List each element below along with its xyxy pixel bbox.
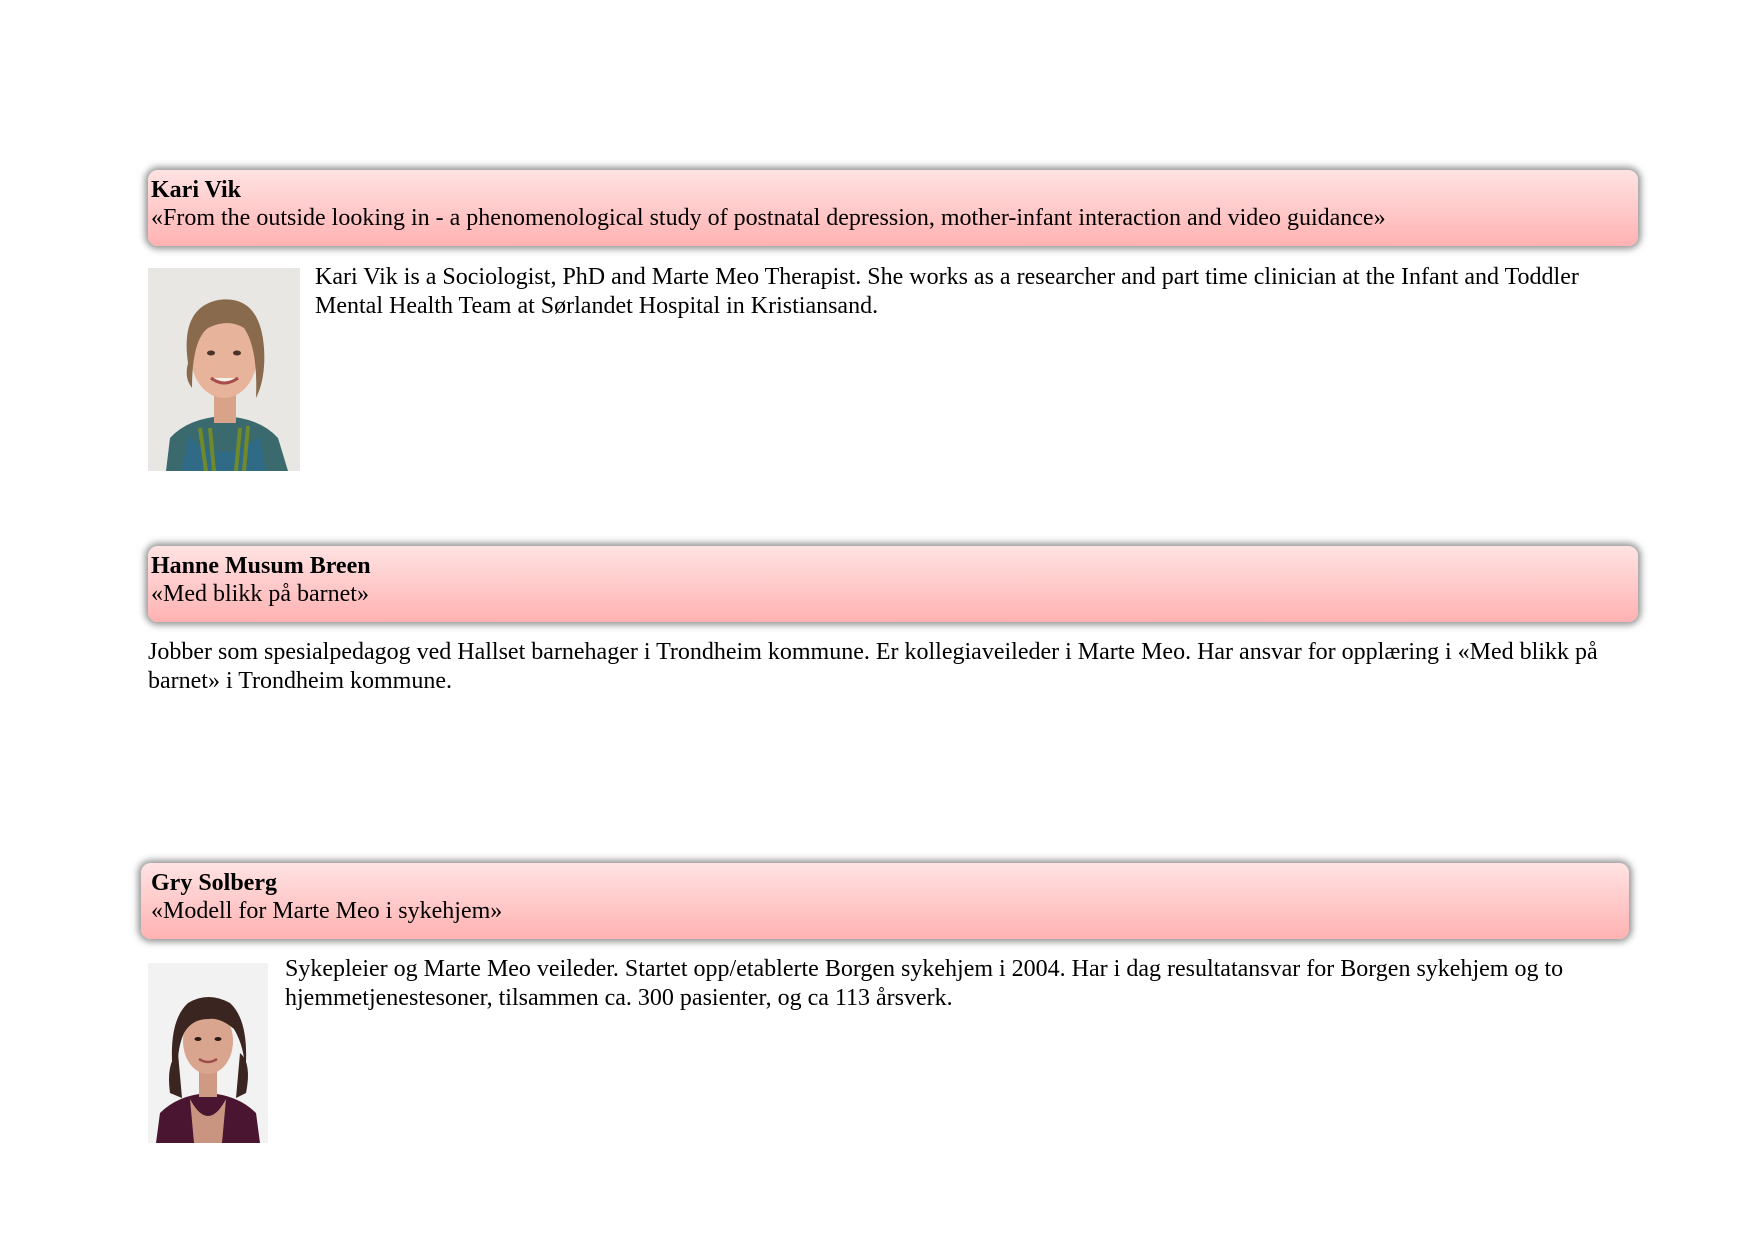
portrait-photo — [148, 963, 268, 1143]
speaker-banner-kari-vik — [148, 170, 1638, 246]
speaker-bio: Kari Vik is a Sociologist, PhD and Marte Meo Therapist. She works as a researcher and part time clinician at the Infant and Toddler Mental Health Team at Sørlandet Hospital in Kristiansand. — [315, 264, 1579, 319]
speaker-name: Hanne Musum Breen — [151, 553, 371, 579]
portrait-photo — [148, 268, 300, 471]
speaker-name: Kari Vik — [151, 177, 242, 203]
speaker-banner-gry-solberg — [141, 863, 1629, 939]
talk-title: «From the outside looking in - a phenomenological study of postnatal depression, mother-infant interaction and video guidance» — [151, 205, 1386, 231]
speaker-photo-kari-vik — [148, 268, 300, 471]
speaker-bio: Jobber som spesialpedagog ved Hallset barnehager i Trondheim kommune. Er kollegiaveileder i Marte Meo. Har ansvar for opplæring i «Med blikk på barnet» i Trondheim kommune. — [148, 639, 1598, 694]
speaker-banner-hanne-musum-breen — [148, 546, 1638, 622]
speaker-photo-gry-solberg — [148, 963, 268, 1143]
speaker-name: Gry Solberg — [151, 870, 277, 896]
speaker-bio: Sykepleier og Marte Meo veileder. Startet opp/etablerte Borgen sykehjem i 2004. Har i dag resultatansvar for Borgen sykehjem og to hjemmetjenestesoner, tilsammen ca. 300 pasienter, og ca 113 årsverk. — [285, 956, 1564, 1011]
talk-title: «Med blikk på barnet» — [151, 581, 369, 607]
talk-title: «Modell for Marte Meo i sykehjem» — [151, 898, 503, 924]
